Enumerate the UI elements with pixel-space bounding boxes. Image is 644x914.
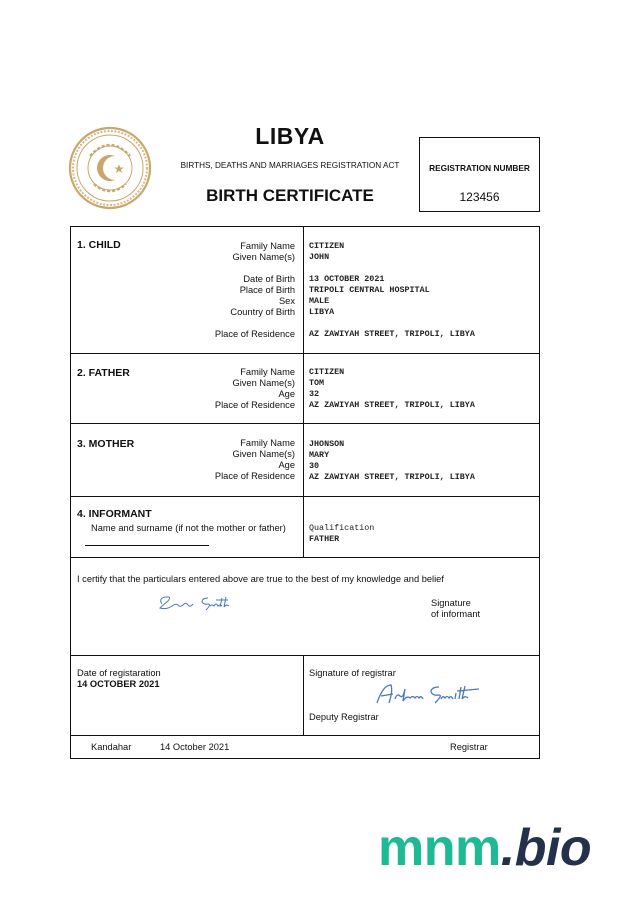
value-date-of-birth: 13 OCTOBER 2021 [309, 274, 385, 284]
label-family-name: Family Name [240, 241, 295, 251]
section-mother-title: 3. MOTHER [77, 438, 135, 450]
child-values [309, 241, 475, 340]
father-values [309, 367, 475, 411]
father-labels [215, 367, 295, 411]
informant-name-label: Name and surname (if not the mother or father) [91, 523, 286, 533]
mother-values [309, 439, 475, 483]
label-given-names: Given Name(s) [232, 378, 295, 388]
informant-signature-label [431, 598, 480, 620]
value-family-name: CITIZEN [309, 241, 345, 251]
label-family-name: Family Name [240, 367, 295, 377]
label-date-of-birth: Date of Birth [243, 274, 295, 284]
value-place-of-residence: AZ ZAWIYAH STREET, TRIPOLI, LIBYA [309, 329, 475, 339]
divider [71, 353, 539, 354]
registrar-signature [373, 681, 483, 712]
certification-statement: I certify that the particulars entered above are true to the best of my knowledge and belief [77, 574, 444, 584]
label-age: Age [278, 389, 295, 399]
watermark-part2: .bio [500, 819, 592, 877]
qualification-value: FATHER [309, 534, 340, 544]
label-place-of-birth: Place of Birth [239, 285, 295, 295]
deputy-registrar-label: Deputy Registrar [309, 712, 379, 722]
footer-date: 14 October 2021 [160, 742, 230, 752]
informant-values [309, 523, 374, 545]
registration-date-label: Date of registaration [77, 668, 161, 678]
divider [71, 496, 539, 497]
value-age: 32 [309, 389, 320, 399]
section-child-title: 1. CHILD [77, 239, 121, 251]
document-title: BIRTH CERTIFICATE [206, 186, 374, 205]
section-father-title: 2. FATHER [77, 367, 130, 379]
divider [71, 655, 539, 656]
value-given-names: MARY [309, 450, 330, 460]
qualification-label: Qualification [309, 523, 375, 533]
label-family-name: Family Name [240, 438, 295, 448]
label-age: Age [278, 460, 295, 470]
watermark-logo [378, 818, 591, 878]
section-informant-title: 4. INFORMANT [77, 508, 152, 520]
signature-label-line2: of informant [431, 609, 481, 619]
value-age: 30 [309, 461, 320, 471]
value-place-of-birth: TRIPOLI CENTRAL HOSPITAL [309, 285, 430, 295]
divider [71, 735, 539, 736]
value-given-names: TOM [309, 378, 325, 388]
act-subtitle: BIRTHS, DEATHS AND MARRIAGES REGISTRATION ACT [180, 161, 400, 170]
registration-date-value: 14 OCTOBER 2021 [77, 679, 160, 689]
informant-signature [156, 592, 236, 619]
footer-place: Kandahar [91, 742, 132, 752]
footer-role: Registrar [450, 742, 488, 752]
signature-label-line1: Signature [431, 598, 471, 608]
label-place-of-residence: Place of Residence [214, 400, 295, 410]
certificate-form [70, 226, 540, 759]
value-family-name: CITIZEN [309, 367, 345, 377]
child-labels [215, 241, 295, 340]
label-country-of-birth: Country of Birth [230, 307, 295, 317]
label-given-names: Given Name(s) [232, 252, 295, 262]
registration-number-label: REGISTRATION NUMBER [429, 163, 530, 173]
libya-state-seal-icon [68, 126, 152, 210]
registration-number-value: 123456 [459, 190, 500, 204]
watermark-part1: mnm [378, 819, 501, 877]
value-family-name: JHONSON [309, 439, 345, 449]
label-given-names: Given Name(s) [232, 449, 295, 459]
divider [71, 557, 539, 558]
registration-number-box [419, 137, 540, 212]
value-sex: MALE [309, 296, 330, 306]
mother-labels [215, 438, 295, 482]
label-place-of-residence: Place of Residence [214, 329, 295, 339]
value-country-of-birth: LIBYA [309, 307, 335, 317]
label-sex: Sex [278, 296, 295, 306]
column-divider [303, 655, 304, 735]
divider [71, 423, 539, 424]
value-given-names: JOHN [309, 252, 330, 262]
column-divider [303, 227, 304, 557]
value-place-of-residence: AZ ZAWIYAH STREET, TRIPOLI, LIBYA [309, 472, 475, 482]
value-place-of-residence: AZ ZAWIYAH STREET, TRIPOLI, LIBYA [309, 400, 475, 410]
informant-name-line [85, 545, 209, 546]
country-title: LIBYA [255, 123, 325, 149]
label-place-of-residence: Place of Residence [214, 471, 295, 481]
registrar-signature-label: Signature of registrar [309, 668, 396, 678]
